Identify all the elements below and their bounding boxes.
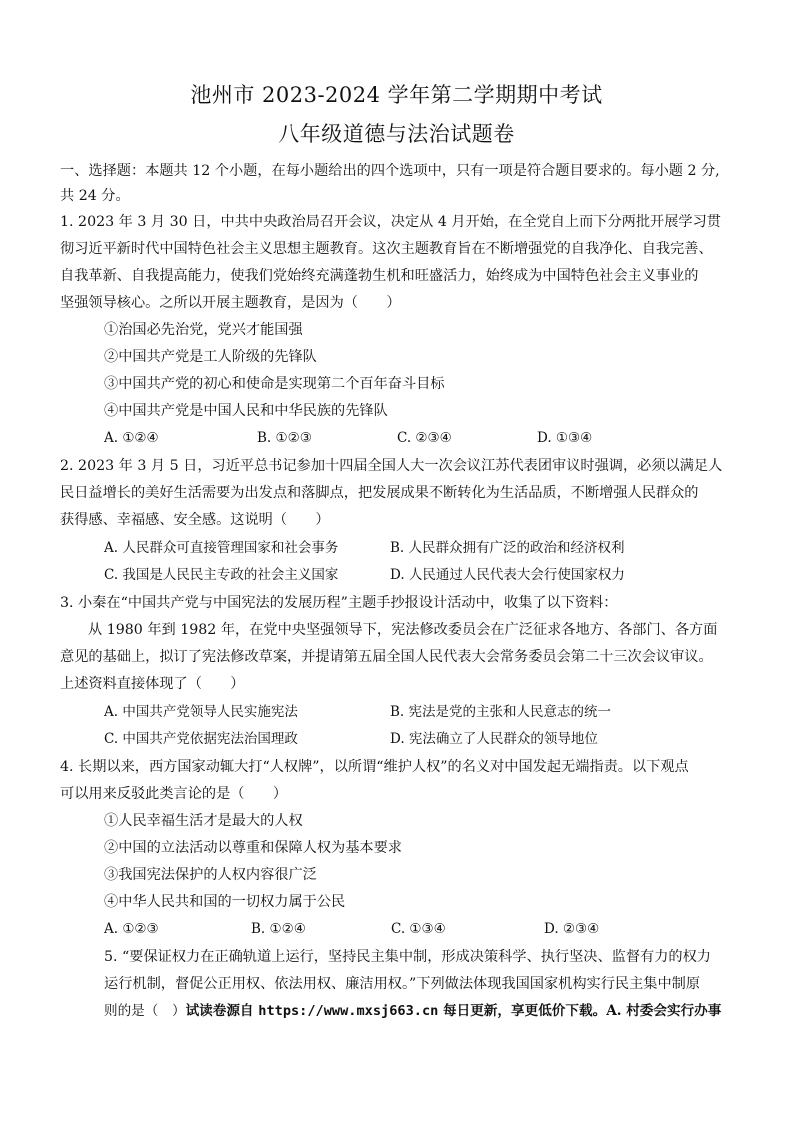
q4-option-b: B. ①②④ bbox=[251, 921, 306, 937]
q3-material-line: 从 1980 年到 1982 年，在党中央坚强领导下，宪法修改委员会在广泛征求各地方、各部门、各方面 bbox=[88, 622, 718, 638]
q3-stem-line: 上述资料直接体现了（ ） bbox=[60, 676, 245, 692]
exam-subtitle: 八年级道德与法治试题卷 bbox=[278, 122, 515, 146]
q4-option-a: A. ①②③ bbox=[104, 921, 159, 937]
section-instruction-line-2: 共 24 分。 bbox=[60, 188, 130, 204]
q4-stem-line: 可以用来反驳此类言论的是（ ） bbox=[60, 786, 288, 802]
q1-stem-line: 坚强领导核心。之所以开展主题教育，是因为（ ） bbox=[60, 295, 401, 311]
q1-option-d: D. ①③④ bbox=[537, 430, 593, 446]
q1-statement: ①治国必先治党，党兴才能国强 bbox=[104, 322, 303, 338]
q1-option-b: B. ①②③ bbox=[257, 430, 312, 446]
q4-option-c: C. ①③④ bbox=[391, 921, 446, 937]
q4-option-d: D. ②③④ bbox=[544, 921, 600, 937]
q4-statement: ④中华人民共和国的一切权力属于公民 bbox=[104, 894, 346, 910]
q1-stem-line: 1. 2023 年 3 月 30 日，中共中央政治局召开会议，决定从 4 月开始，在全党自上而下分两批开展学习贯 bbox=[60, 214, 721, 230]
q2-stem-line: 获得感、幸福感、安全感。这说明（ ） bbox=[60, 512, 330, 528]
q2-option-a: A. 人民群众可直接管理国家和社会事务 bbox=[104, 540, 339, 556]
watermark-notice: 试读卷源自 bbox=[185, 1003, 259, 1019]
q3-option-a: A. 中国共产党领导人民实施宪法 bbox=[104, 704, 298, 720]
q1-option-a: A. ①②④ bbox=[104, 430, 159, 446]
q1-statement: ②中国共产党是工人阶级的先锋队 bbox=[104, 349, 317, 365]
q1-option-c: C. ②③④ bbox=[397, 430, 452, 446]
q5-stem-line: 5. “要保证权力在正确轨道上运行，坚持民主集中制，形成决策科学、执行坚决、监督有力的权力 bbox=[104, 949, 711, 965]
q2-option-b: B. 人民群众拥有广泛的政治和经济权利 bbox=[390, 540, 625, 556]
q1-stem-line: 自我革新、自我提高能力，使我们党始终充满蓬勃生机和旺盛活力，始终成为中国特色社会主义事业的 bbox=[60, 268, 699, 284]
q4-statement: ①人民幸福生活才是最大的人权 bbox=[104, 813, 303, 829]
q3-option-c: C. 中国共产党依据宪法治国理政 bbox=[104, 731, 298, 747]
q4-statement: ③我国宪法保护的人权内容很广泛 bbox=[104, 867, 317, 883]
q5-option-a-fragment: A. 村委会实行办事 bbox=[606, 1003, 722, 1019]
q2-option-d: D. 人民通过人民代表大会行使国家权力 bbox=[390, 567, 625, 583]
q5-stem-line: 运行机制，督促公正用权、依法用权、廉洁用权。”下列做法体现我国国家机构实行民主集中制原 bbox=[104, 976, 701, 992]
watermark-notice-suffix: 每日更新，享更低价下载。 bbox=[438, 1003, 607, 1019]
q1-statement: ③中国共产党的初心和使命是实现第二个百年奋斗目标 bbox=[104, 376, 445, 392]
q3-option-d: D. 宪法确立了人民群众的领导地位 bbox=[390, 731, 598, 747]
q1-stem-line: 彻习近平新时代中国特色社会主义思想主题教育。这次主题教育旨在不断增强党的自我净化、自我完善、 bbox=[60, 241, 713, 257]
exam-title: 池州市 2023-2024 学年第二学期期中考试 bbox=[190, 83, 603, 107]
q2-option-c: C. 我国是人民民主专政的社会主义国家 bbox=[104, 567, 339, 583]
q3-option-b: B. 宪法是党的主张和人民意志的统一 bbox=[390, 704, 612, 720]
q2-stem-line: 民日益增长的美好生活需要为出发点和落脚点，把发展成果不断转化为生活品质，不断增强人民群众的 bbox=[60, 485, 699, 501]
q4-stem-line: 4. 长期以来，西方国家动辄大打“人权牌”，以所谓“维护人权”的名义对中国发起无端指责。以下观点 bbox=[60, 759, 689, 775]
q4-statement: ②中国的立法活动以尊重和保障人权为基本要求 bbox=[104, 840, 402, 856]
watermark-url-link[interactable]: https://www.mxsj663.cn bbox=[258, 1003, 439, 1019]
q5-stem-last-line bbox=[104, 1001, 721, 1021]
q2-stem-line: 2. 2023 年 3 月 5 日，习近平总书记参加十四届全国人大一次会议江苏代表团审议时强调，必须以满足人 bbox=[60, 458, 723, 474]
section-instruction-line-1: 一、选择题：本题共 12 个小题，在每小题给出的四个选项中，只有一项是符合题目要求的。每小题 2 分, bbox=[60, 163, 720, 179]
q1-statement: ④中国共产党是中国人民和中华民族的先锋队 bbox=[104, 403, 388, 419]
q3-material-line: 意见的基础上，拟订了宪法修改草案，并提请第五届全国人民代表大会常务委员会第二十三次会议审议。 bbox=[60, 649, 713, 665]
q3-stem-line: 3. 小秦在“中国共产党与中国宪法的发展历程”主题手抄报设计活动中，收集了以下资料： bbox=[60, 595, 618, 611]
q5-stem-prefix: 则的是（ ） bbox=[104, 1003, 186, 1019]
